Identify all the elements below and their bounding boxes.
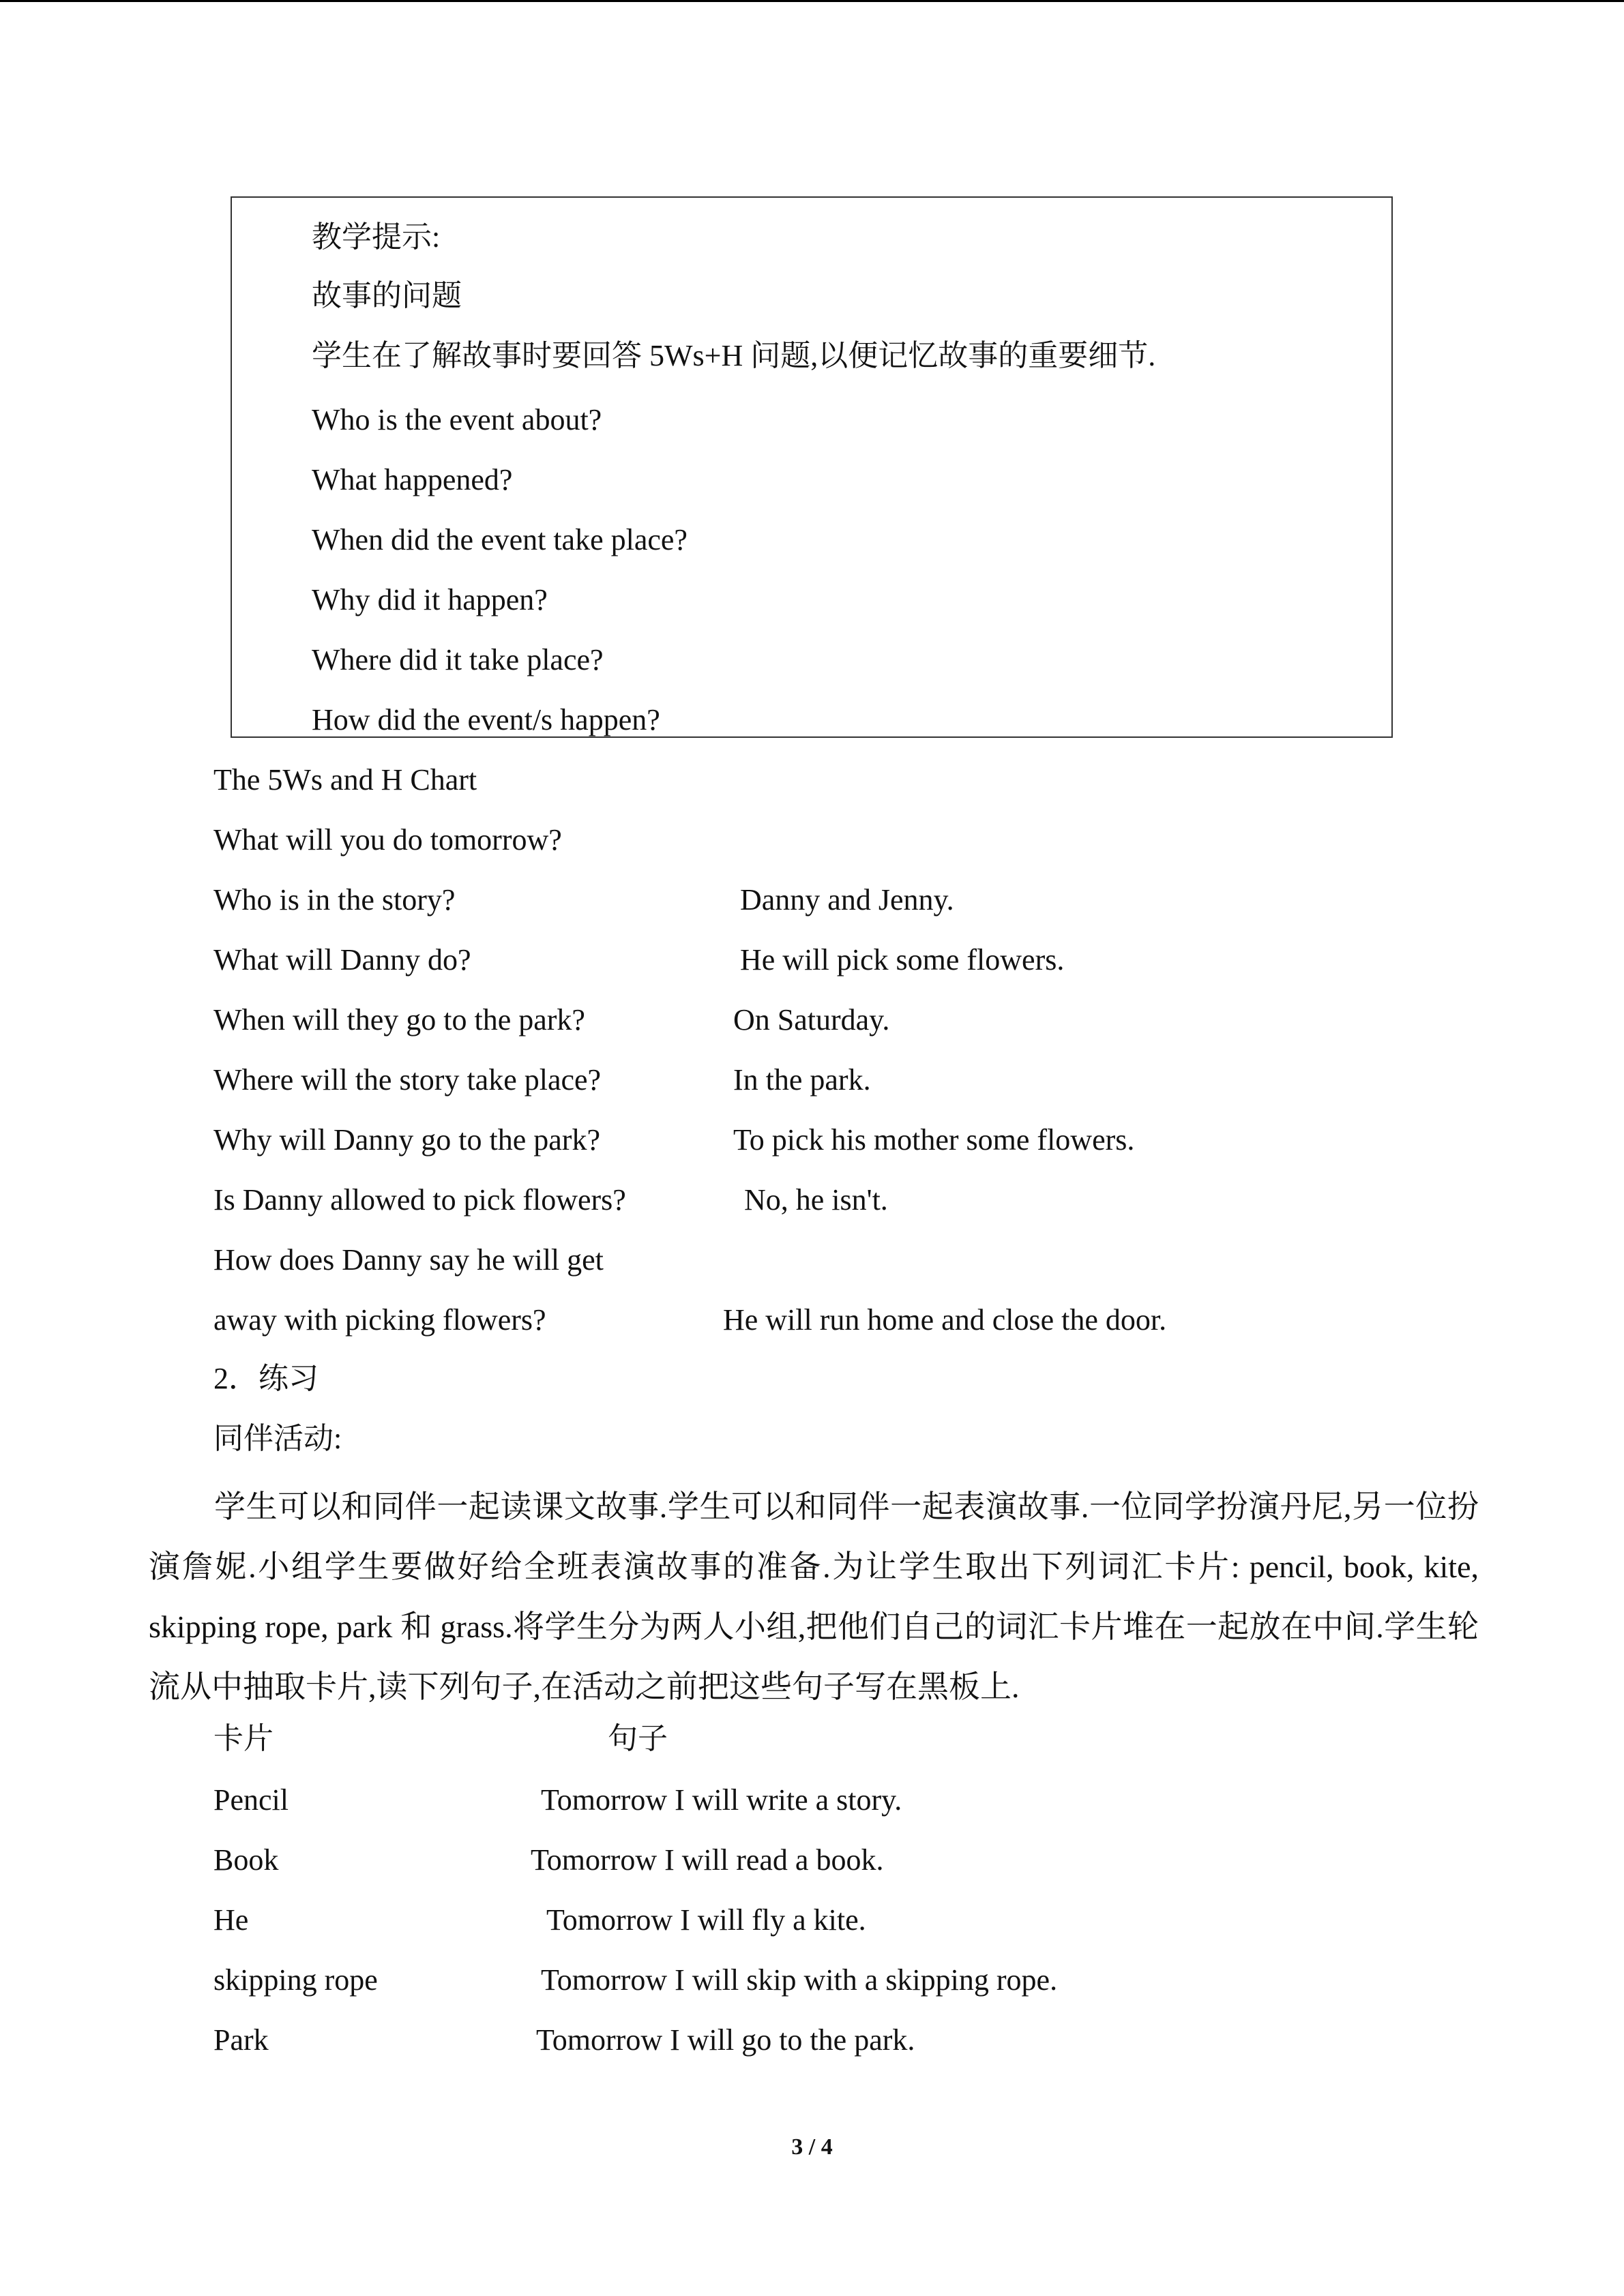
card-sentence: Tomorrow I will write a story. (541, 1783, 902, 1817)
chart-row-question: Is Danny allowed to pick flowers? (213, 1183, 626, 1217)
chart-row-question: When will they go to the park? (213, 1003, 585, 1037)
chart-row-question: Why will Danny go to the park? (213, 1123, 600, 1157)
card-sentence: Tomorrow I will go to the park. (536, 2023, 915, 2057)
chart-row-answer: He will run home and close the door. (723, 1303, 1167, 1337)
chart-row-answer: No, he isn't. (744, 1183, 888, 1217)
tips-question: How did the event/s happen? (312, 703, 660, 736)
card-word: Park (213, 2023, 269, 2057)
card-sentence: Tomorrow I will fly a kite. (546, 1903, 866, 1937)
tips-question: Why did it happen? (312, 583, 548, 616)
card-word: Pencil (213, 1783, 289, 1817)
chart-row-answer: In the park. (733, 1063, 871, 1097)
practice-paragraph: 学生可以和同伴一起读课文故事.学生可以和同伴一起表演故事.一位同学扮演丹尼,另一位扮演詹妮.小组学生要做好给全班表演故事的准备.为让学生取出下列词汇卡片: pencil, book, kite, skipping rope, park 和 grass.将学生分为两人小组,把他们自己的词汇卡片堆在一起放在中间.学生轮流从中抽取卡片,读下列句子,在活动之前把这些句子写在黑板上. (149, 1489, 1479, 1704)
card-word: He (213, 1903, 249, 1937)
tips-subtitle: 故事的问题 (312, 279, 462, 312)
chart-row-question: away with picking flowers? (213, 1303, 546, 1337)
tips-question: Where did it take place? (312, 643, 604, 676)
cards-header-card: 卡片 (213, 1722, 274, 1755)
card-sentence: Tomorrow I will read a book. (531, 1843, 884, 1877)
chart-row-question: What will Danny do? (213, 943, 471, 976)
chart-row-question: How does Danny say he will get (213, 1243, 604, 1277)
card-sentence: Tomorrow I will skip with a skipping rope. (541, 1963, 1058, 1997)
chart-row-question: Who is in the story? (213, 883, 456, 916)
tips-title: 教学提示: (312, 220, 441, 254)
chart-row-question: Where will the story take place? (213, 1063, 602, 1097)
page-number: 3 / 4 (791, 2134, 833, 2160)
chart-title: The 5Ws and H Chart (213, 763, 477, 796)
tips-intro: 学生在了解故事时要回答 5Ws+H 问题,以便记忆故事的重要细节. (312, 339, 1156, 372)
practice-heading: 2．练习 (213, 1362, 319, 1395)
tips-question: Who is the event about? (312, 403, 602, 436)
chart-row-answer: He will pick some flowers. (740, 943, 1065, 976)
chart-row-answer: On Saturday. (733, 1003, 890, 1037)
card-word: Book (213, 1843, 279, 1877)
chart-row-answer: Danny and Jenny. (740, 883, 954, 916)
tips-question: What happened? (312, 463, 513, 496)
practice-activity: 同伴活动: (213, 1422, 342, 1455)
tips-question: When did the event take place? (312, 523, 688, 556)
chart-question: What will you do tomorrow? (213, 823, 562, 856)
cards-header-sentence: 句子 (608, 1722, 668, 1755)
chart-row-answer: To pick his mother some flowers. (733, 1123, 1135, 1157)
card-word: skipping rope (213, 1963, 378, 1997)
top-rule (0, 0, 1624, 2)
